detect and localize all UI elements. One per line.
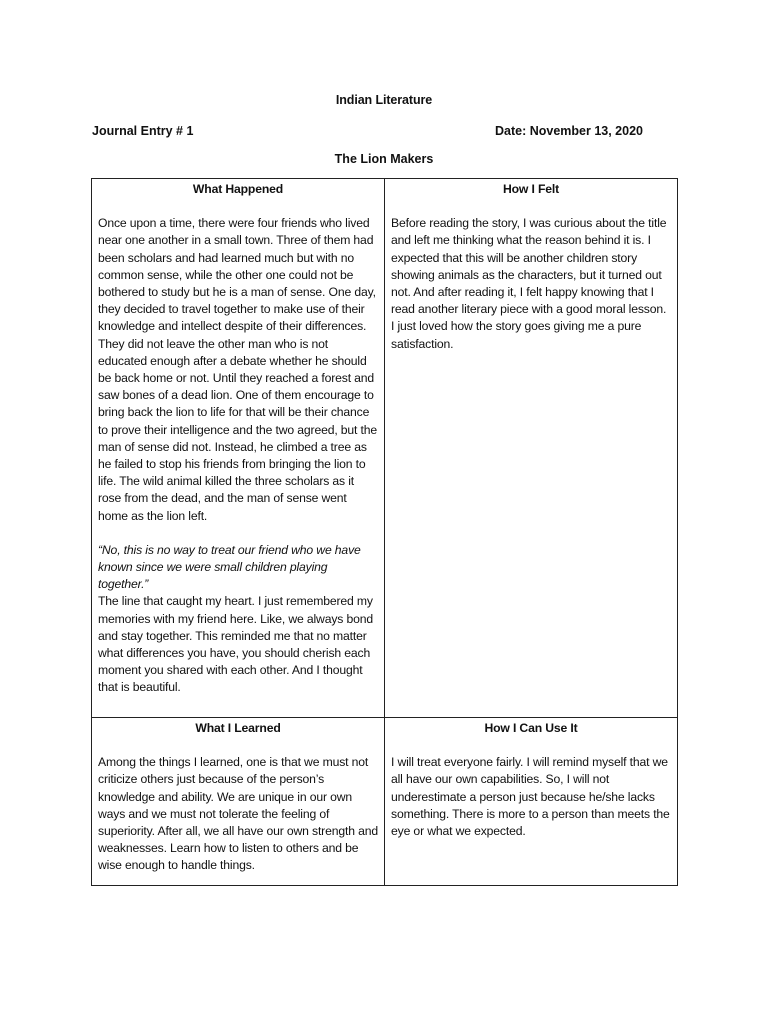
what-i-learned-text: Among the things I learned, one is that we must not criticize others just because of the person’s knowledge and ability. We are unique in our own ways and we must not tolerate the feeling of superiority. After all, we all have our own strength and weaknesses. Learn how to listen to others and be wise enough to handle things. [98,755,378,873]
what-i-learned-heading: What I Learned [195,721,281,735]
what-happened-heading: What Happened [192,182,284,196]
quote-reflection: The line that caught my heart. I just remembered my memories with my friend here. Like, we always bond and stay together. This reminded me that no matter what differences you have, you should cherish each moment you shared with each other. And I thought that is beautiful. [98,594,373,695]
journal-row-2 [92,718,678,886]
how-i-can-use-it-cell [385,718,678,886]
journal-entry-label: Journal Entry # 1 [92,124,194,138]
entry-date: Date: November 13, 2020 [495,124,643,138]
story-title: The Lion Makers [334,152,434,166]
how-i-felt-cell [385,179,678,718]
how-i-felt-heading: How I Felt [502,182,560,196]
how-i-can-use-it-heading: How I Can Use It [484,721,578,735]
how-i-can-use-it-text: I will treat everyone fairly. I will remind myself that we all have our own capabilities. So, I will not underestimate a person just because he/she lacks something. There is more to a person than meets the eye or what we expected. [391,755,670,839]
story-quote: “No, this is no way to treat our friend who we have known since we were small children playing together.” [98,542,361,592]
document-title: Indian Literature [335,93,433,107]
journal-table [91,178,678,886]
what-happened-summary: Once upon a time, there were four friends who lived near one another in a small town. Three of them had been scholars and had learned much but with no common sense, while the other one could not be bothered to study but he is a man of sense. One day, they decided to travel together to make use of their knowledge and intellect despite of their differences. They did not leave the other man who is not educated enough after a debate whether he should be back home or not. Until they reached a forest and saw bones of a dead lion. One of them encourage to bring back the lion to life for that will be their chance to prove their intelligence and the two agreed, but the man of sense did not. Instead, he climbed a tree as he failed to stop his friends from bringing the lion to life. The wild animal killed the three scholars as it rose from the dead, and the man of sense went home as the lion left. [98,216,378,523]
journal-row-1 [92,179,678,718]
what-happened-cell [92,179,385,718]
what-i-learned-cell [92,718,385,886]
how-i-felt-text: Before reading the story, I was curious about the title and left me thinking what the reason behind it is. I expected that this will be another children story showing animals as the characters, but it turned out not. And after reading it, I felt happy knowing that I read another literary piece with a good moral lesson. I just loved how the story goes giving me a pure satisfaction. [391,216,667,351]
